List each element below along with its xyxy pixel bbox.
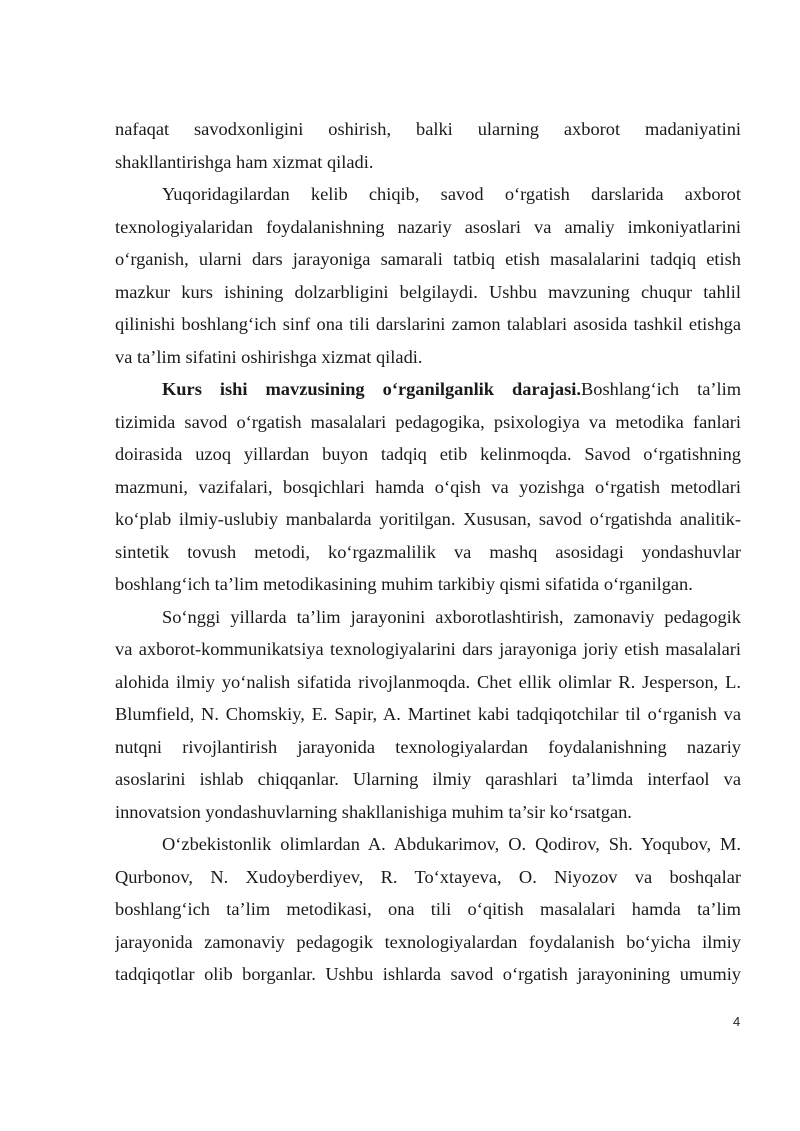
page-body <box>115 113 741 991</box>
text-line: doirasida uzoq yillardan buyon tadqiq etib kelinmoqda. Savod o‘rgatishning <box>115 444 741 464</box>
text-line <box>115 373 741 406</box>
text-line: mazmuni, vazifalari, bosqichlari hamda o‘qish va yozishga o‘rgatish metodlari <box>115 476 741 497</box>
text-line: qilinishi boshlang‘ich sinf ona tili darslarini zamon talablari asosida tashkil etishga <box>115 314 741 334</box>
paragraph <box>115 828 741 991</box>
text-line: nutqni rivojlantirish jarayonida texnologiyalardan foydalanishning nazariy <box>115 736 741 757</box>
paragraph <box>115 113 741 178</box>
text-line: jarayonida zamonaviy pedagogik texnologiyalardan foydalanish bo‘yicha ilmiy <box>115 931 741 952</box>
text-line: texnologiyalaridan foydalanishning nazariy asoslari va amaliy imkoniyatlarini <box>115 216 741 237</box>
paragraph <box>115 178 741 373</box>
text-line: Blumfield, N. Chomskiy, E. Sapir, A. Martinet kabi tadqiqotchilar til o‘rganish va <box>115 704 741 724</box>
text-line: Qurbonov, N. Xudoyberdiyev, R. To‘xtayeva, O. Niyozov va boshqalar <box>115 866 741 887</box>
text-line: O‘zbekistonlik olimlardan A. Abdukarimov, O. Qodirov, Sh. Yoqubov, M. <box>162 834 741 854</box>
text-line: alohida ilmiy yo‘nalish sifatida rivojlanmoqda. Chet ellik olimlar R. Jesperson, L. <box>115 671 741 692</box>
text-line: Yuqoridagilardan kelib chiqib, savod o‘rgatish darslarida axborot <box>162 184 741 204</box>
text-line: nafaqat savodxonligini oshirish, balki ularning axborot madaniyatini <box>115 119 741 139</box>
text-line: asoslarini ishlab chiqqanlar. Ularning ilmiy qarashlari ta’limda interfaol va <box>115 769 741 789</box>
text-line: tizimida savod o‘rgatish masalalari pedagogika, psixologiya va metodika fanlari <box>115 411 741 432</box>
text-line: So‘nggi yillarda ta’lim jarayonini axborotlashtirish, zamonaviy pedagogik <box>162 606 741 627</box>
text-line: tadqiqotlar olib borganlar. Ushbu ishlarda savod o‘rgatish jarayonining umumiy <box>115 964 741 984</box>
paragraph <box>115 601 741 829</box>
text-line: boshlang‘ich ta’lim metodikasining muhim tarkibiy qismi sifatida o‘rganilgan. <box>115 574 693 594</box>
section-heading: Kurs ishi mavzusining o‘rganilganlik darajasi. <box>162 379 581 399</box>
page-number: 4 <box>733 1014 741 1029</box>
heading-continuation: Boshlang‘ich ta’lim <box>581 379 741 399</box>
paragraph <box>115 373 741 601</box>
text-line: va ta’lim sifatini oshirishga xizmat qiladi. <box>115 346 423 367</box>
text-line: mazkur kurs ishining dolzarbligini belgilaydi. Ushbu mavzuning chuqur tahlil <box>115 281 741 302</box>
text-line: o‘rganish, ularni dars jarayoniga samarali tatbiq etish masalalarini tadqiq etish <box>115 249 741 269</box>
text-line: ko‘plab ilmiy-uslubiy manbalarda yoritilgan. Xususan, savod o‘rgatishda analitik- <box>115 509 741 529</box>
text-line: va axborot-kommunikatsiya texnologiyalarini dars jarayoniga joriy etish masalalari <box>115 639 741 659</box>
text-line: sintetik tovush metodi, ko‘rgazmalilik va mashq asosidagi yondashuvlar <box>115 541 741 562</box>
text-line: shakllantirishga ham xizmat qiladi. <box>115 151 374 172</box>
text-line: boshlang‘ich ta’lim metodikasi, ona tili o‘qitish masalalari hamda ta’lim <box>115 899 741 919</box>
text-line: innovatsion yondashuvlarning shakllanishiga muhim ta’sir ko‘rsatgan. <box>115 801 632 822</box>
